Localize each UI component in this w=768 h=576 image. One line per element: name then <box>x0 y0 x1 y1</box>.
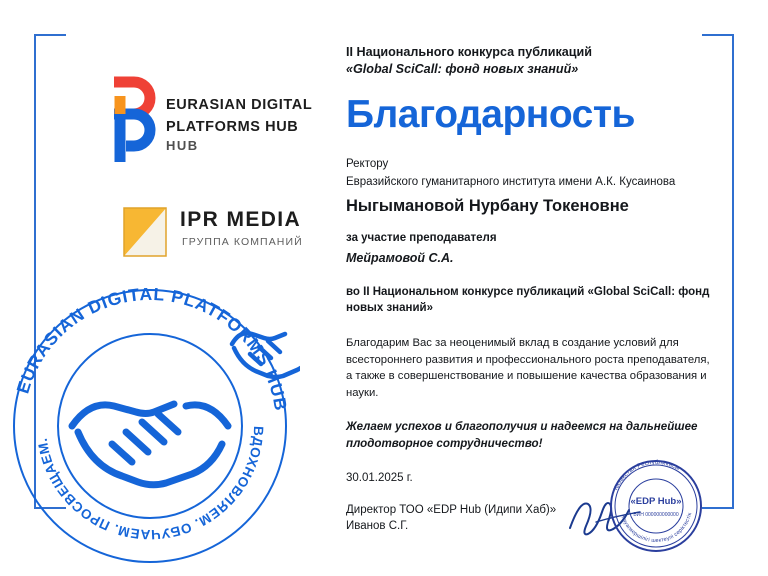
edp-hub-logo-text <box>166 94 312 138</box>
ipr-media-logo-title: IPR MEDIA <box>180 208 302 231</box>
competition-title-line2: «Global SciCall: фонд новых знаний» <box>346 62 579 76</box>
company-stamp <box>604 454 708 558</box>
certificate-body <box>346 44 718 560</box>
svg-text:ВДОХНОВЛЯЕМ. ОБУЧАЕМ. ПРОСВЕЩА: ВДОХНОВЛЯЕМ. ОБУЧАЕМ. ПРОСВЕЩАЕМ. <box>34 425 267 543</box>
edp-hub-logo-line2: PLATFORMS HUB <box>166 119 299 135</box>
edp-hub-logo <box>104 76 324 168</box>
edp-hub-logo-badge: HUB <box>166 138 199 153</box>
issue-date: 30.01.2025 г. <box>346 472 413 484</box>
recipient-organization: Евразийского гуманитарного института имени А.К. Кусаинова <box>346 176 676 188</box>
signer-title: Директор ТОО «EDP Hub (Идипи Хаб)» <box>346 504 557 516</box>
teacher-name: Мейрамовой С.А. <box>346 251 454 265</box>
branding-column <box>12 36 326 543</box>
ipr-media-logo-subtitle: ГРУППА КОМПАНИЙ <box>182 236 303 248</box>
recipient-role: Ректору <box>346 158 389 170</box>
frame-line-right <box>732 64 734 479</box>
gratitude-paragraph: Благодарим Вас за неоценимый вклад в создание условий для всестороннего развития и профессионального роста преподавателя, а также в совершенствование и повышение качества образования и науки. <box>346 337 710 399</box>
svg-text:«EDP Hub»: «EDP Hub» <box>630 496 682 507</box>
svg-text:Жауапкершілігі шектеулі серікт: Жауапкершілігі шектеулі серіктестік <box>619 512 694 545</box>
svg-text:БИН 000000000000: БИН 000000000000 <box>633 512 679 518</box>
edp-hub-logo-line1: EURASIAN DIGITAL <box>166 97 313 113</box>
edp-hub-round-emblem <box>0 276 300 576</box>
svg-text:Қазақстан Республикасы: Қазақстан Республикасы <box>613 459 681 492</box>
signer-name: Иванов С.Г. <box>346 520 409 532</box>
edp-hub-logo-mark <box>104 76 160 166</box>
ipr-media-logo <box>122 204 332 268</box>
competition-title-line1: II Национального конкурса публикаций <box>346 45 592 59</box>
participation-label: за участие преподавателя <box>346 232 497 244</box>
recipient-name: Ныгымановой Нурбану Токеновне <box>346 197 629 215</box>
award-heading: Благодарность <box>346 93 635 136</box>
event-description: во II Национальном конкурсе публикаций «Global SciCall: фонд новых знаний» <box>346 286 710 314</box>
competition-title <box>346 44 718 78</box>
wishes-paragraph: Желаем успехов и благополучия и надеемся на дальнейшее плодотворное сотрудничество! <box>346 420 698 450</box>
ipr-media-logo-mark <box>122 206 168 258</box>
svg-text:EURASIAN DIGITAL PLATFORMS HUB: EURASIAN DIGITAL PLATFORMS HUB <box>12 283 292 413</box>
